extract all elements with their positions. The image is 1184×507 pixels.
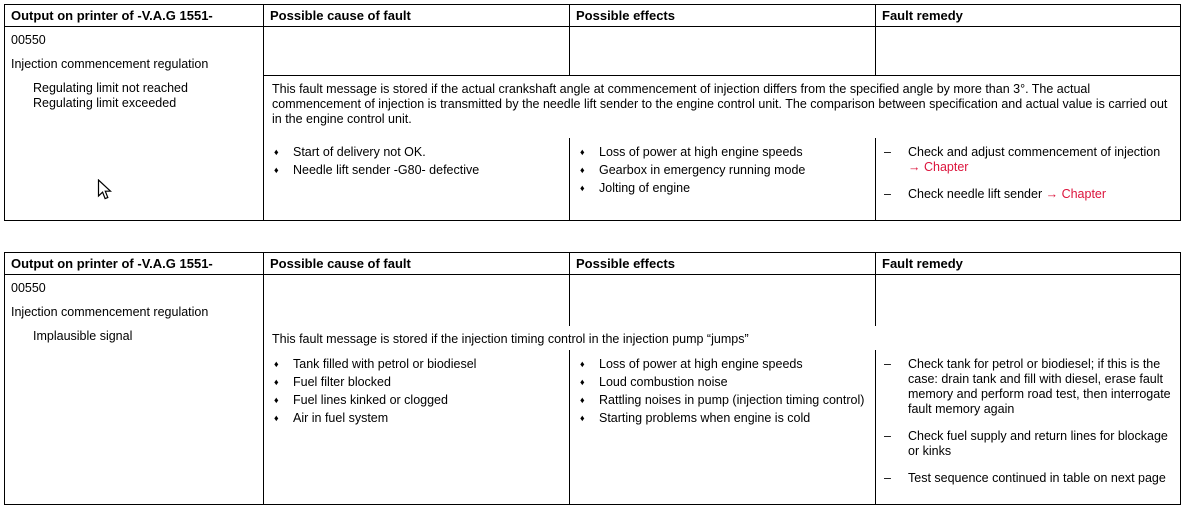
fault-description: This fault message is stored if the actual crankshaft angle at commencement of injection differs from the specified angle by more than 3°. The actual commencement of injection is transmitted by the needle lift sender to the engine control unit. The comparison between specification and actual value is carried out in the engine control unit. <box>264 76 1181 138</box>
dash-icon: – <box>884 186 891 201</box>
remedies-cell <box>876 138 1181 221</box>
effect-text: Gearbox in emergency running mode <box>599 162 806 177</box>
empty-cell <box>876 27 1181 76</box>
causes-cell <box>264 138 570 221</box>
dash-icon: – <box>884 144 891 159</box>
remedy-item <box>882 429 1174 459</box>
diamond-bullet-icon: ♦ <box>580 182 585 193</box>
empty-cell <box>264 27 570 76</box>
effect-item <box>576 393 869 408</box>
diamond-bullet-icon: ♦ <box>580 376 585 387</box>
remedy-text: Check fuel supply and return lines for blockage or kinks <box>908 428 1168 458</box>
printer-output-cell <box>5 27 264 221</box>
empty-cell <box>876 275 1181 326</box>
diamond-bullet-icon: ♦ <box>274 358 279 369</box>
diamond-bullet-icon: ♦ <box>274 146 279 157</box>
remedy-text: Check tank for petrol or biodiesel; if this is the case: drain tank and fill with diesel, erase fault memory and perform road test, then interrogate fault memory again <box>908 356 1171 416</box>
effect-item <box>576 375 869 390</box>
fault-subtypes <box>11 329 257 344</box>
remedies-cell <box>876 350 1181 505</box>
remedy-text: Test sequence continued in table on next page <box>908 470 1166 485</box>
remedy-item <box>882 357 1174 417</box>
printer-output-cell <box>5 275 264 505</box>
cause-item <box>270 393 563 408</box>
dash-icon: – <box>884 356 891 371</box>
fault-description: This fault message is stored if the injection timing control in the injection pump “jumps” <box>264 326 1181 350</box>
fault-code: 00550 <box>11 281 46 295</box>
fault-title: Injection commencement regulation <box>11 305 209 319</box>
diamond-bullet-icon: ♦ <box>580 394 585 405</box>
cause-text: Air in fuel system <box>293 410 389 425</box>
effect-text: Starting problems when engine is cold <box>599 410 811 425</box>
remedy-item <box>882 145 1174 175</box>
empty-cell <box>264 275 570 326</box>
diamond-bullet-icon: ♦ <box>274 394 279 405</box>
fault-table-1 <box>4 4 1181 221</box>
dash-icon: – <box>884 470 891 485</box>
effect-item <box>576 145 869 160</box>
col-header-fault-remedy: Fault remedy <box>876 253 1181 275</box>
effect-item <box>576 357 869 372</box>
empty-cell <box>570 27 876 76</box>
remedy-item <box>882 471 1174 486</box>
diamond-bullet-icon: ♦ <box>580 412 585 423</box>
fault-code-row <box>5 27 1181 76</box>
header-row <box>5 5 1181 27</box>
effect-text: Loss of power at high engine speeds <box>599 356 803 371</box>
fault-subtype: Regulating limit not reached <box>33 81 188 95</box>
diamond-bullet-icon: ♦ <box>274 376 279 387</box>
fault-code: 00550 <box>11 33 46 47</box>
effect-text: Loss of power at high engine speeds <box>599 144 803 159</box>
diamond-bullet-icon: ♦ <box>580 164 585 175</box>
col-header-possible-effects: Possible effects <box>570 253 876 275</box>
cause-item <box>270 163 563 178</box>
col-header-fault-remedy: Fault remedy <box>876 5 1181 27</box>
chapter-link[interactable]: → Chapter <box>908 159 969 174</box>
remedy-text: Check and adjust commencement of injection <box>908 144 1161 159</box>
fault-subtypes <box>11 81 257 111</box>
col-header-possible-cause: Possible cause of fault <box>264 253 570 275</box>
effects-cell <box>570 350 876 505</box>
fault-subtype: Implausible signal <box>33 329 133 343</box>
col-header-possible-cause: Possible cause of fault <box>264 5 570 27</box>
effect-text: Jolting of engine <box>599 180 691 195</box>
col-header-printer-output: Output on printer of -V.A.G 1551- <box>5 5 264 27</box>
effects-cell <box>570 138 876 221</box>
cause-list <box>270 145 563 178</box>
cause-text: Fuel filter blocked <box>293 374 391 389</box>
col-header-printer-output: Output on printer of -V.A.G 1551- <box>5 253 264 275</box>
causes-cell <box>264 350 570 505</box>
empty-cell <box>570 275 876 326</box>
chapter-link[interactable]: → Chapter <box>1045 186 1107 201</box>
cause-text: Needle lift sender -G80- defective <box>293 162 480 177</box>
fault-code-row <box>5 275 1181 326</box>
cause-item <box>270 145 563 160</box>
diamond-bullet-icon: ♦ <box>274 412 279 423</box>
cause-list <box>270 357 563 426</box>
effect-list <box>576 145 869 196</box>
remedy-list <box>882 145 1174 202</box>
header-row <box>5 253 1181 275</box>
remedy-text: Check needle lift sender <box>908 186 1043 201</box>
cause-text: Fuel lines kinked or clogged <box>293 392 448 407</box>
diamond-bullet-icon: ♦ <box>580 358 585 369</box>
cause-item <box>270 357 563 372</box>
effect-text: Loud combustion noise <box>599 374 728 389</box>
effect-item <box>576 181 869 196</box>
effect-list <box>576 357 869 426</box>
remedy-list <box>882 357 1174 486</box>
cause-item <box>270 411 563 426</box>
effect-item <box>576 163 869 178</box>
effect-text: Rattling noises in pump (injection timing control) <box>599 392 865 407</box>
diamond-bullet-icon: ♦ <box>580 146 585 157</box>
dash-icon: – <box>884 428 891 443</box>
diamond-bullet-icon: ♦ <box>274 164 279 175</box>
fault-subtype: Regulating limit exceeded <box>33 96 177 110</box>
cause-item <box>270 375 563 390</box>
fault-table-2 <box>4 252 1181 505</box>
cause-text: Start of delivery not OK. <box>293 144 426 159</box>
cause-text: Tank filled with petrol or biodiesel <box>293 356 477 371</box>
remedy-item <box>882 187 1174 202</box>
fault-title: Injection commencement regulation <box>11 57 209 71</box>
effect-item <box>576 411 869 426</box>
col-header-possible-effects: Possible effects <box>570 5 876 27</box>
